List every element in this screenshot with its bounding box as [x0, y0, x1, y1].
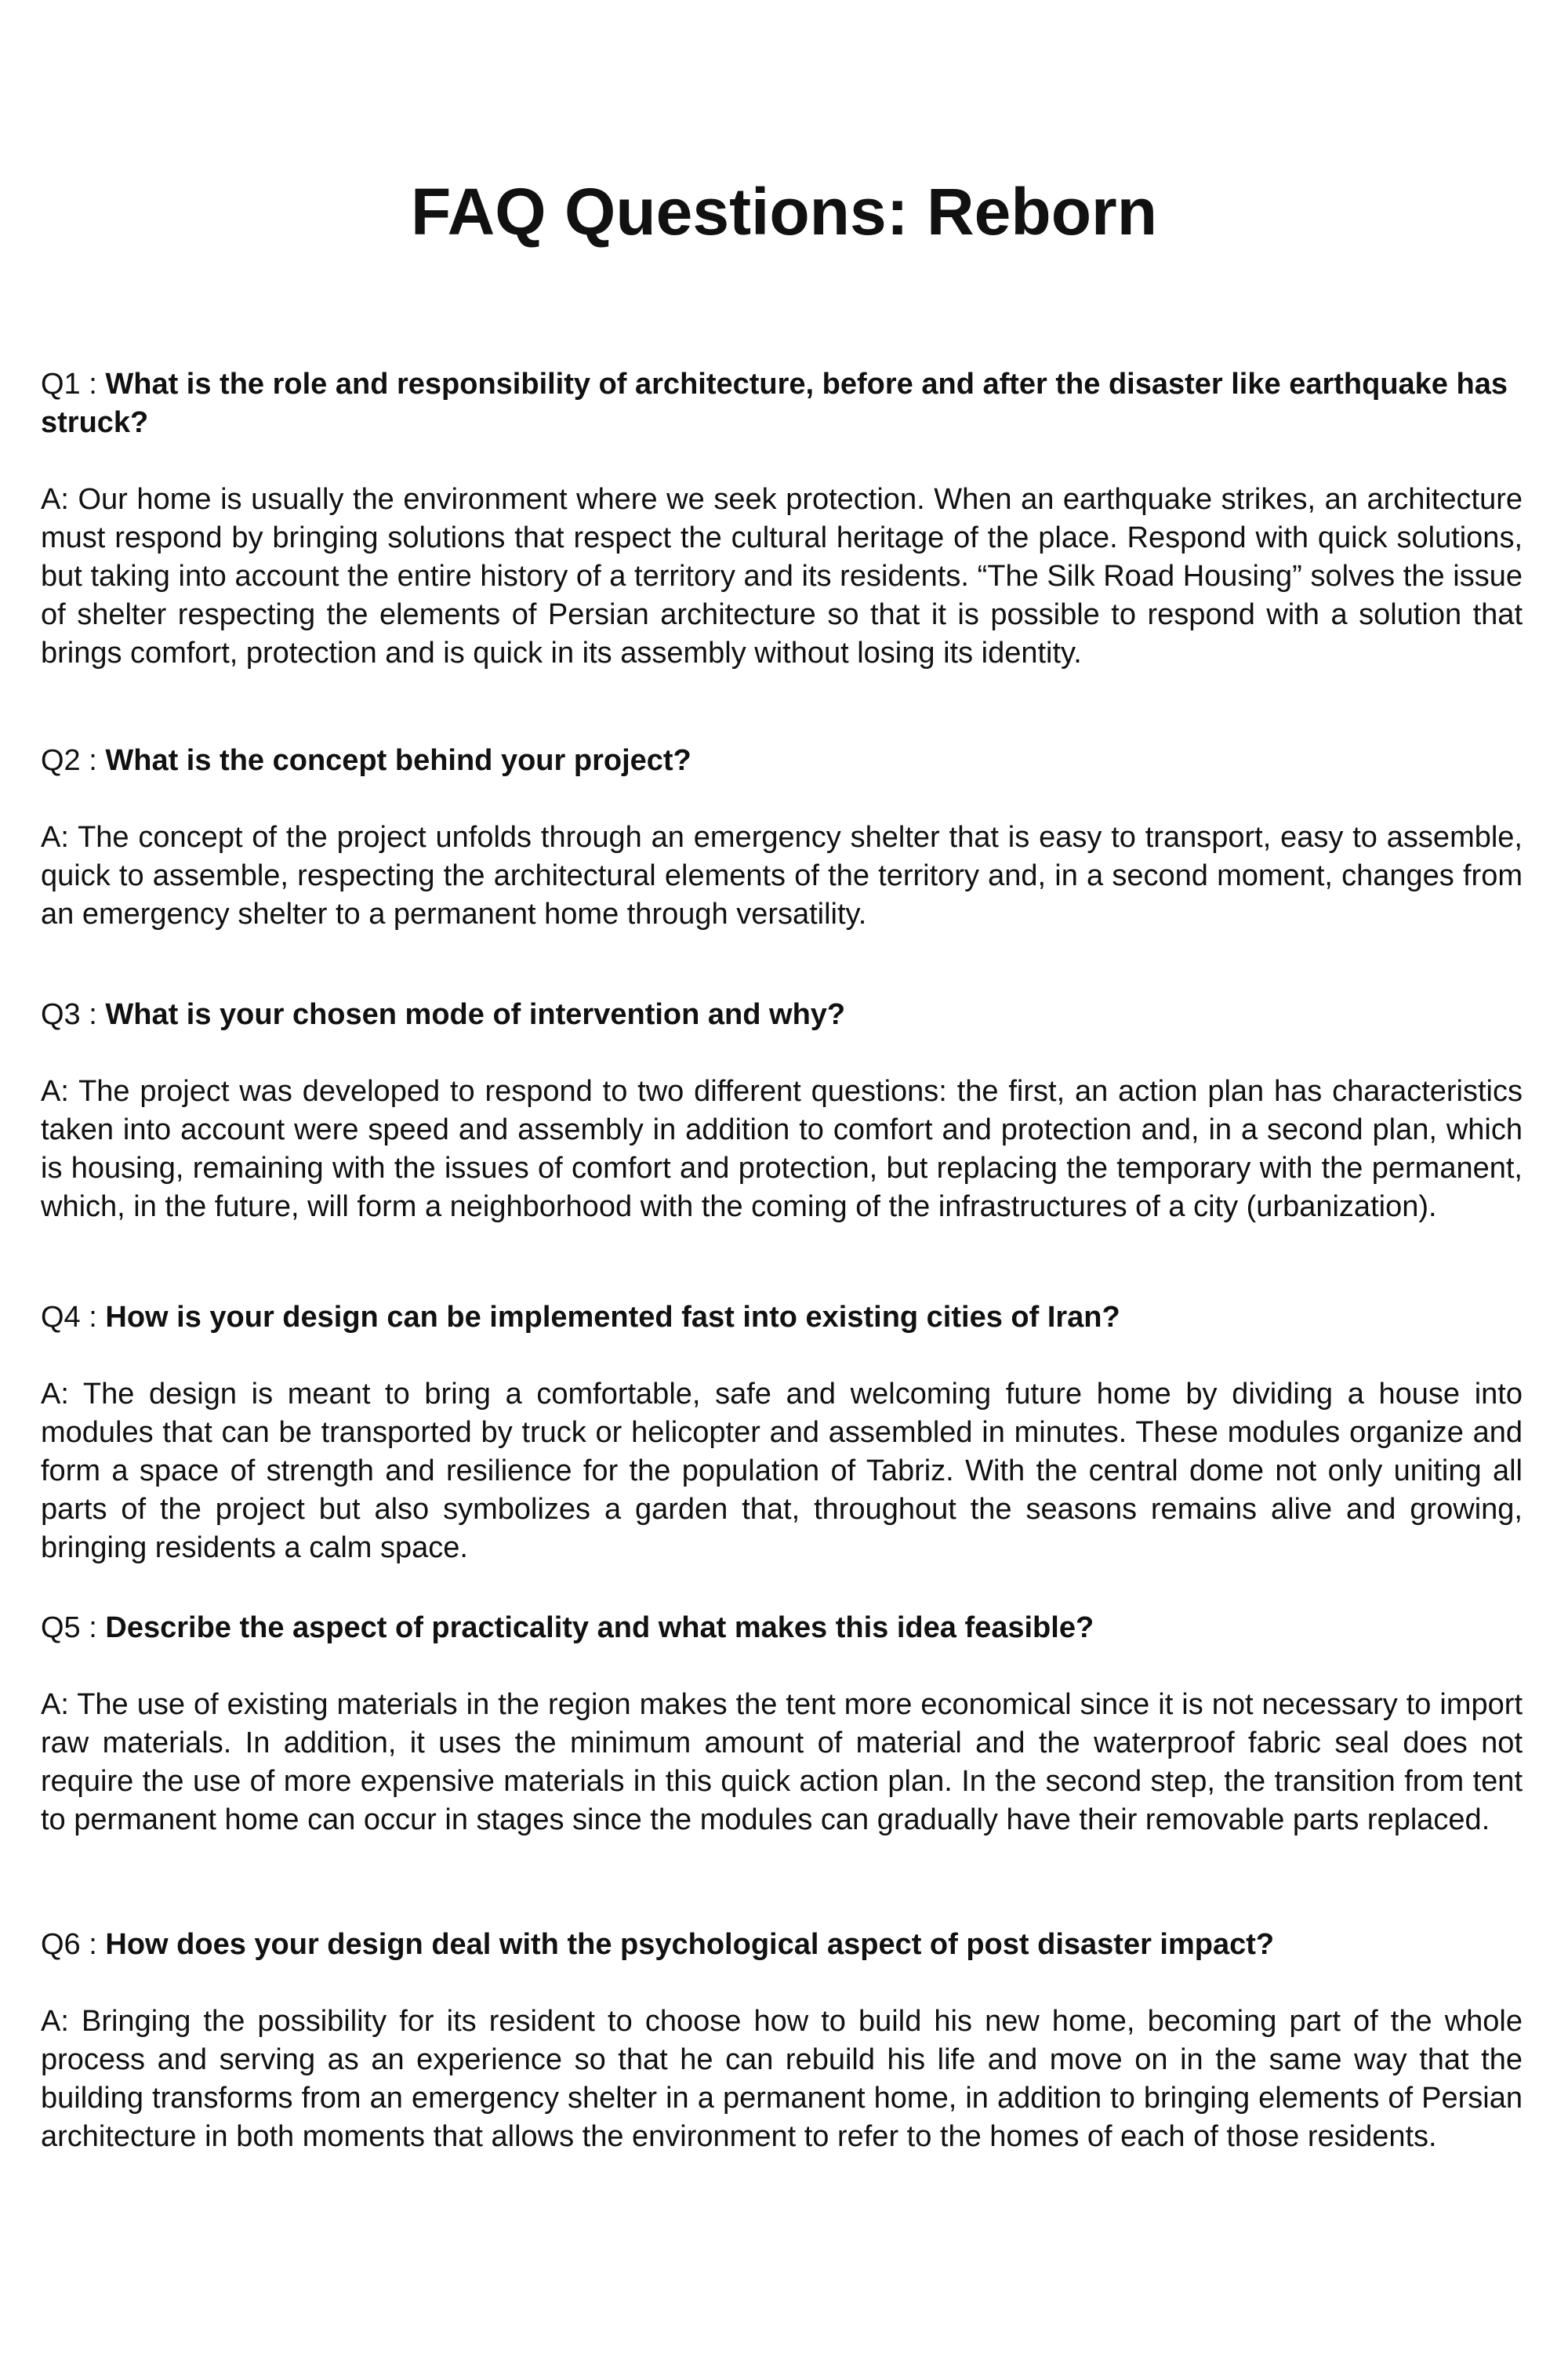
- faq-question-number: Q6 :: [41, 1928, 106, 1961]
- faq-question-text: Describe the aspect of practicality and what makes this idea feasible?: [105, 1611, 1094, 1644]
- faq-question-number: Q2 :: [41, 744, 106, 777]
- faq-question-number: Q4 :: [41, 1301, 106, 1334]
- faq-question-number: Q1 :: [41, 368, 106, 401]
- faq-item-3: [41, 996, 1523, 1226]
- faq-answer: A: The concept of the project unfolds through an emergency shelter that is easy to transport, easy to assemble, quick to assemble, respecting the architectural elements of the territory and, in a second moment, changes from an emergency shelter to a permanent home through versatility.: [41, 821, 1523, 931]
- faq-answer: A: The use of existing materials in the region makes the tent more economical since it is not necessary to import raw materials. In addition, it uses the minimum amount of material and the waterproof fabric seal does not require the use of more expensive materials in this quick action plan. In the second step, the transition from tent to permanent home can occur in stages since the modules can gradually have their removable parts replaced.: [41, 1688, 1523, 1836]
- faq-question-text: What is the role and responsibility of architecture, before and after the disaster like earthquake has struck?: [41, 368, 1508, 439]
- faq-question-text: How does your design deal with the psychological aspect of post disaster impact?: [105, 1928, 1275, 1961]
- faq-answer: A: The project was developed to respond to two different questions: the first, an action plan has characteristics taken into account were speed and assembly in addition to comfort and protection and, in a second plan, which is housing, remaining with the issues of comfort and protection, but replacing the temporary with the permanent, which, in the future, will form a neighborhood with the coming of the infrastructures of a city (urbanization).: [41, 1075, 1523, 1223]
- faq-question-text: What is your chosen mode of intervention and why?: [105, 998, 846, 1031]
- faq-question: [41, 742, 1523, 780]
- faq-item-1: [41, 365, 1523, 673]
- faq-item-6: [41, 1926, 1523, 2156]
- faq-item-5: [41, 1609, 1523, 1839]
- faq-question-text: How is your design can be implemented fast into existing cities of Iran?: [105, 1301, 1120, 1334]
- faq-question: [41, 1926, 1523, 1964]
- faq-answer: A: Bringing the possibility for its resident to choose how to build his new home, becoming part of the whole process and serving as an experience so that he can rebuild his life and move on in the same way that the building transforms from an emergency shelter in a permanent home, in addition to bringing elements of Persian architecture in both moments that allows the environment to refer to the homes of each of those residents.: [41, 2005, 1523, 2153]
- faq-question: [41, 996, 1523, 1034]
- faq-question: [41, 1298, 1523, 1337]
- faq-item-4: [41, 1298, 1523, 1567]
- faq-answer: A: The design is meant to bring a comfortable, safe and welcoming future home by dividing a house into modules that can be transported by truck or helicopter and assembled in minutes. These modules organize and form a space of strength and resilience for the population of Tabriz. With the central dome not only uniting all parts of the project but also symbolizes a garden that, throughout the seasons remains alive and growing, bringing residents a calm space.: [41, 1378, 1523, 1564]
- faq-question-number: Q3 :: [41, 998, 106, 1031]
- faq-answer: A: Our home is usually the environment where we seek protection. When an earthquake strikes, an architecture must respond by bringing solutions that respect the cultural heritage of the place. Respond with quick solutions, but taking into account the entire history of a territory and its residents. “The Silk Road Housing” solves the issue of shelter respecting the elements of Persian architecture so that it is possible to respond with a solution that brings comfort, protection and is quick in its assembly without losing its identity.: [41, 483, 1523, 670]
- faq-question: [41, 365, 1523, 442]
- faq-question-text: What is the concept behind your project?: [105, 744, 691, 777]
- faq-question-number: Q5 :: [41, 1611, 106, 1644]
- faq-item-2: [41, 742, 1523, 934]
- page-title: FAQ Questions: Reborn: [410, 175, 1158, 249]
- faq-question: [41, 1609, 1523, 1647]
